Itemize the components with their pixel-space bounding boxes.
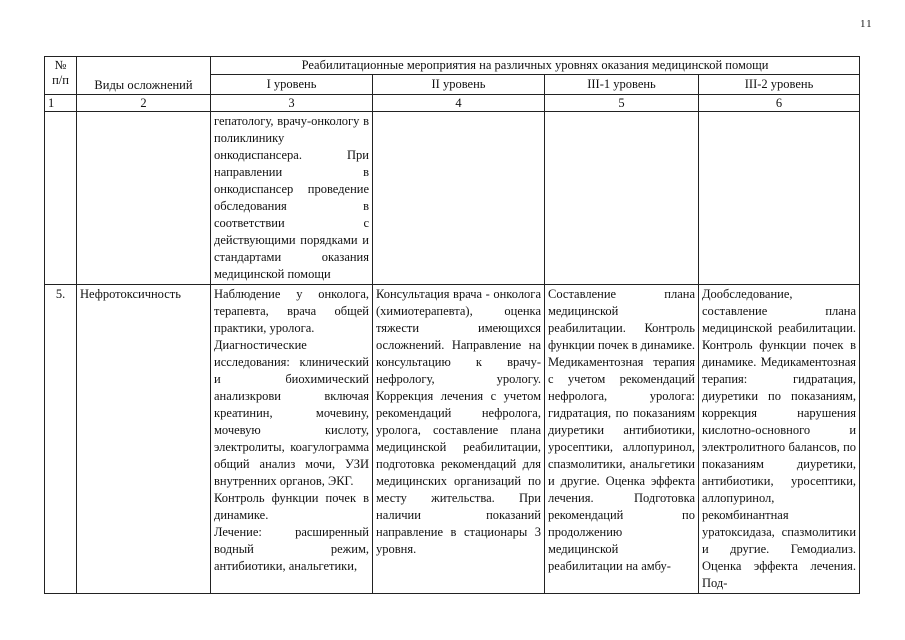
row-level-1-paragraph: Контроль функции почек в динамике. bbox=[214, 491, 369, 522]
row-level-3-2: Дообследование, составление плана медицинской реабилитации. Контроль функции почек в динамике. Медикаментозная терапия: гидратация, диуретики по показаниям, коррекция нарушения кислотно-основного и электролитного балансов, по показаниям диуретики, антибиотики, уросептики, аллопуринол, рекомбинантная уратоксидаза, спазмолитики и другие. Гемодиализ. Оценка эффекта лечения. Под- bbox=[699, 285, 860, 594]
header-num-top: № bbox=[54, 58, 67, 72]
row-num: 5. bbox=[45, 285, 77, 594]
table-row bbox=[45, 285, 860, 594]
column-number-6: 6 bbox=[699, 95, 860, 112]
rehabilitation-table bbox=[44, 56, 860, 594]
row-level-3-1 bbox=[545, 112, 699, 285]
row-num bbox=[45, 112, 77, 285]
row-level-2 bbox=[373, 112, 545, 285]
row-level-1-paragraph: Лечение: расширенный водный режим, антибиотики, анальгетики, bbox=[214, 525, 369, 573]
header-num-bottom: п/п bbox=[52, 73, 69, 87]
row-level-2: Консультация врача - онколога (химиотерапевта), оценка тяжести имеющихся осложнений. Направление на консультацию к врачу-нефрологу, урологу. Коррекция лечения с учетом рекомендаций нефролога, уролога, составление плана медицинской реабилитации, подготовка рекомендаций для медицинских организаций по месту жительства. При наличии показаний направление в стационары 3 уровня. bbox=[373, 285, 545, 594]
row-complication: Нефротоксичность bbox=[77, 285, 211, 594]
header-level-3-2: III-2 уровень bbox=[699, 75, 860, 95]
row-level-1-paragraph: Наблюдение у онколога, терапевта, врача общей практики, уролога. bbox=[214, 287, 369, 335]
header-level-2: II уровень bbox=[373, 75, 545, 95]
column-number-3: 3 bbox=[211, 95, 373, 112]
row-level-1 bbox=[211, 285, 373, 594]
table-row bbox=[45, 112, 860, 285]
column-number-5: 5 bbox=[545, 95, 699, 112]
column-number-4: 4 bbox=[373, 95, 545, 112]
row-complication bbox=[77, 112, 211, 285]
row-level-1-paragraph: Диагностические исследования: клинический и биохимический анализкрови включая креатинин, мочевину, мочевую кислоту, электролиты, коагулограмма общий анализ мочи, УЗИ внутренних органов, ЭКГ. bbox=[214, 338, 369, 488]
header-level-3-1: III-1 уровень bbox=[545, 75, 699, 95]
row-level-3-1: Составление плана медицинской реабилитации. Контроль функции почек в динамике. Медикаментозная терапия с учетом рекомендаций нефролога, уролога: гидратация, по показаниям диуретики антибиотики, уросептики, аллопуринол, спазмолитики, анальгетики и другие. Оценка эффекта лечения. Подготовка рекомендаций по продолжению медицинской реабилитации на амбу- bbox=[545, 285, 699, 594]
row-level-1: гепатологу, врачу-онкологу в поликлинику онкодиспансера. При направлении в онкодиспансер проведение обследования в соответствии с действующими порядками и стандартами оказания медицинской помощи bbox=[211, 112, 373, 285]
header-num bbox=[45, 57, 77, 95]
header-level-1: I уровень bbox=[211, 75, 373, 95]
column-number-2: 2 bbox=[77, 95, 211, 112]
column-number-1: 1 bbox=[45, 95, 77, 112]
page-number: 11 bbox=[860, 18, 873, 30]
row-level-3-2 bbox=[699, 112, 860, 285]
header-complication: Виды осложнений bbox=[77, 57, 211, 95]
header-group-title: Реабилитационные мероприятия на различных уровнях оказания медицинской помощи bbox=[211, 57, 860, 75]
